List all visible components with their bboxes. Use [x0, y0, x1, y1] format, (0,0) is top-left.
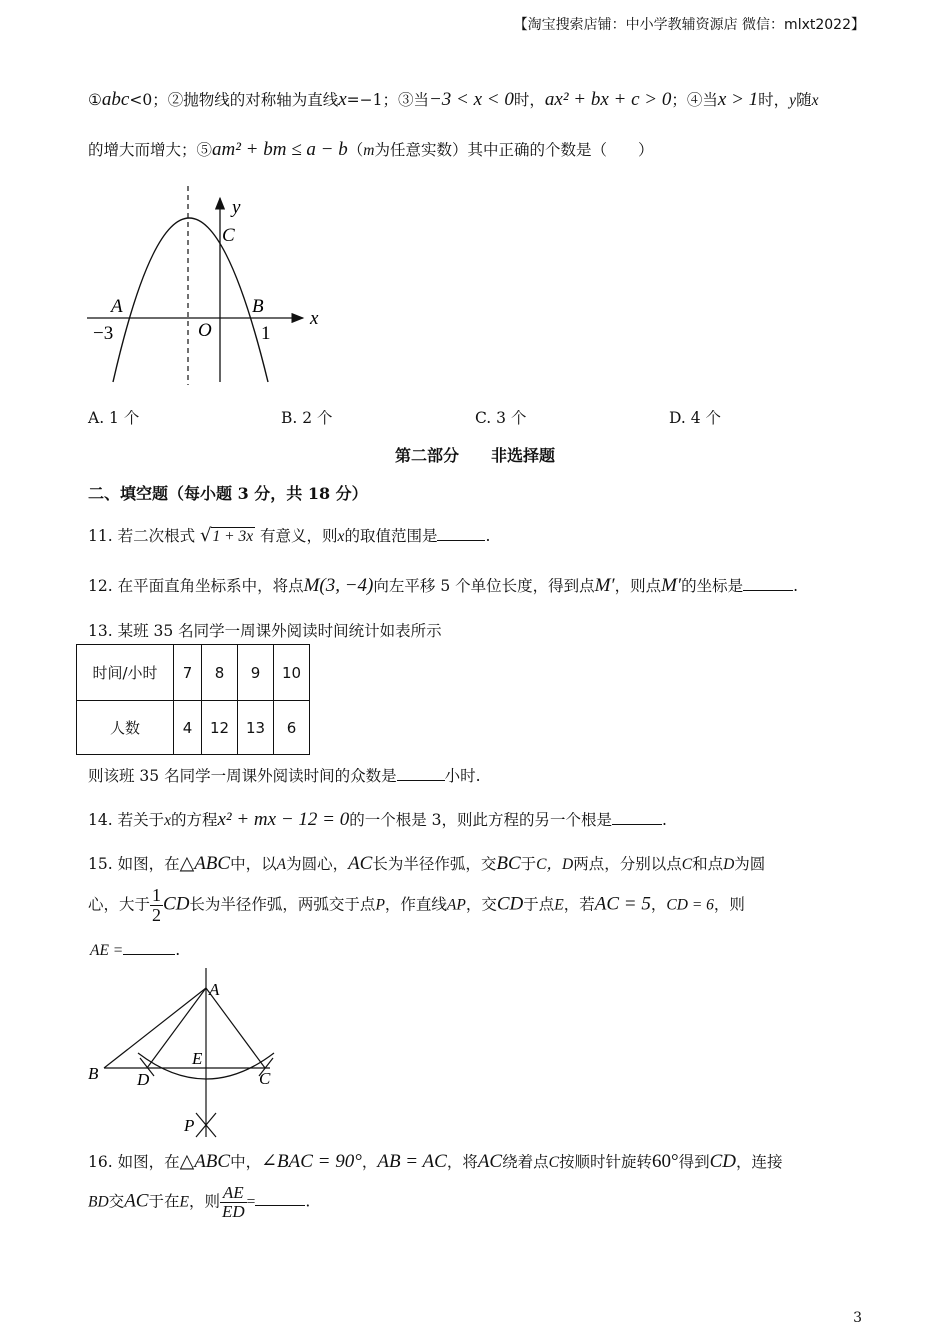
q13-answer-blank[interactable]: [397, 766, 445, 781]
table-cell: 人数: [77, 701, 174, 755]
section2-title: 二、填空题（每小题 3 分，共 18 分）: [88, 484, 368, 503]
header-shop-text: 【淘宝搜索店铺：中小学教辅资源店 微信：mlxt2022】: [513, 17, 865, 33]
fig15-label-c: C: [259, 1069, 271, 1088]
y-axis-label: y: [232, 197, 241, 218]
x-axis-label: x: [310, 308, 319, 329]
q15-line3: AE = .: [90, 941, 181, 959]
q16-answer-blank[interactable]: [255, 1191, 305, 1206]
question-11: 11. 若二次根式 √1 + 3x 有意义，则x的取值范围是 .: [88, 525, 491, 546]
q10-line2: 的增大而增大；⑤am² + bm ≤ a − b（m为任意实数）其中正确的个数是（ ）: [88, 139, 654, 160]
q16-line2: BD交AC于在E，则 $\frac{AE}{ED}$ = .: [88, 1183, 311, 1221]
tick-neg3: −3: [93, 323, 114, 344]
table-cell: 时间/小时: [77, 645, 174, 701]
segment-ac: [206, 988, 265, 1068]
q13-stem: 13. 某班 35 名同学一周课外阅读时间统计如表所示: [88, 622, 442, 640]
fig15-label-b: B: [88, 1064, 99, 1083]
option-a[interactable]: A. 1 个: [88, 409, 140, 427]
q12-answer-blank[interactable]: [743, 576, 793, 591]
q14-answer-blank[interactable]: [612, 810, 662, 825]
fig15-label-p: P: [184, 1116, 195, 1135]
tick-1: 1: [261, 323, 271, 344]
fig15-label-a: A: [209, 980, 220, 999]
origin-label: O: [198, 320, 212, 341]
q10-line1: ①abc<0；②抛物线的对称轴为直线x=−1；③当−3 < x < 0时，ax² + bx + c > 0；④当x > 1时，y随x: [88, 89, 819, 110]
point-c-label: C: [222, 225, 235, 246]
table-cell: 9: [238, 645, 274, 701]
table-cell: 7: [174, 645, 202, 701]
option-c[interactable]: C. 3 个: [475, 409, 527, 427]
q16-line1: 16. 如图，在△ABC中，∠BAC = 90°，AB = AC，将AC绕着点C按顺时针旋转60°得到CD，连接: [88, 1151, 783, 1172]
reading-time-table: [76, 644, 310, 755]
q15-line2: 心，大于 $\frac{1}{2}$ CD长为半径作弧，两弧交于点P，作直线AP，交CD于点E，若AC = 5，CD = 6，则: [88, 885, 745, 925]
table-cell: 12: [202, 701, 238, 755]
option-d[interactable]: D. 4 个: [669, 409, 722, 427]
table-cell: 4: [174, 701, 202, 755]
q13-question: 则该班 35 名同学一周课外阅读时间的众数是 小时.: [88, 767, 481, 785]
table-cell: 6: [274, 701, 310, 755]
table-row: [77, 645, 310, 701]
page-number: 3: [853, 1310, 862, 1326]
parabola-graph: [85, 180, 335, 390]
table-cell: 13: [238, 701, 274, 755]
q15-answer-blank[interactable]: [123, 940, 175, 955]
question-12: 12. 在平面直角坐标系中，将点M(3, −4)向左平移 5 个单位长度，得到点M′，则点M′的坐标是 .: [88, 575, 799, 596]
question-14: 14. 若关于x的方程x² + mx − 12 = 0的一个根是 3，则此方程的另一个根是 .: [88, 809, 667, 830]
part2-title: 第二部分 非选择题: [394, 446, 555, 465]
point-b-label: B: [252, 296, 264, 317]
table-row: [77, 701, 310, 755]
parabola-curve: [113, 218, 268, 382]
construction-figure: [80, 965, 300, 1145]
q11-radicand: 1 + 3x: [212, 528, 254, 545]
table-cell: 10: [274, 645, 310, 701]
fig15-label-e: E: [192, 1049, 203, 1068]
fig15-label-d: D: [137, 1070, 150, 1089]
table-cell: 8: [202, 645, 238, 701]
point-a-label: A: [111, 296, 123, 317]
segment-ab: [104, 988, 206, 1068]
option-b[interactable]: B. 2 个: [281, 409, 333, 427]
q15-line1: 15. 如图，在△ABC中，以A为圆心，AC长为半径作弧，交BC于C，D两点，分别以点C和点D为圆: [88, 853, 766, 874]
q11-answer-blank[interactable]: [437, 526, 485, 541]
